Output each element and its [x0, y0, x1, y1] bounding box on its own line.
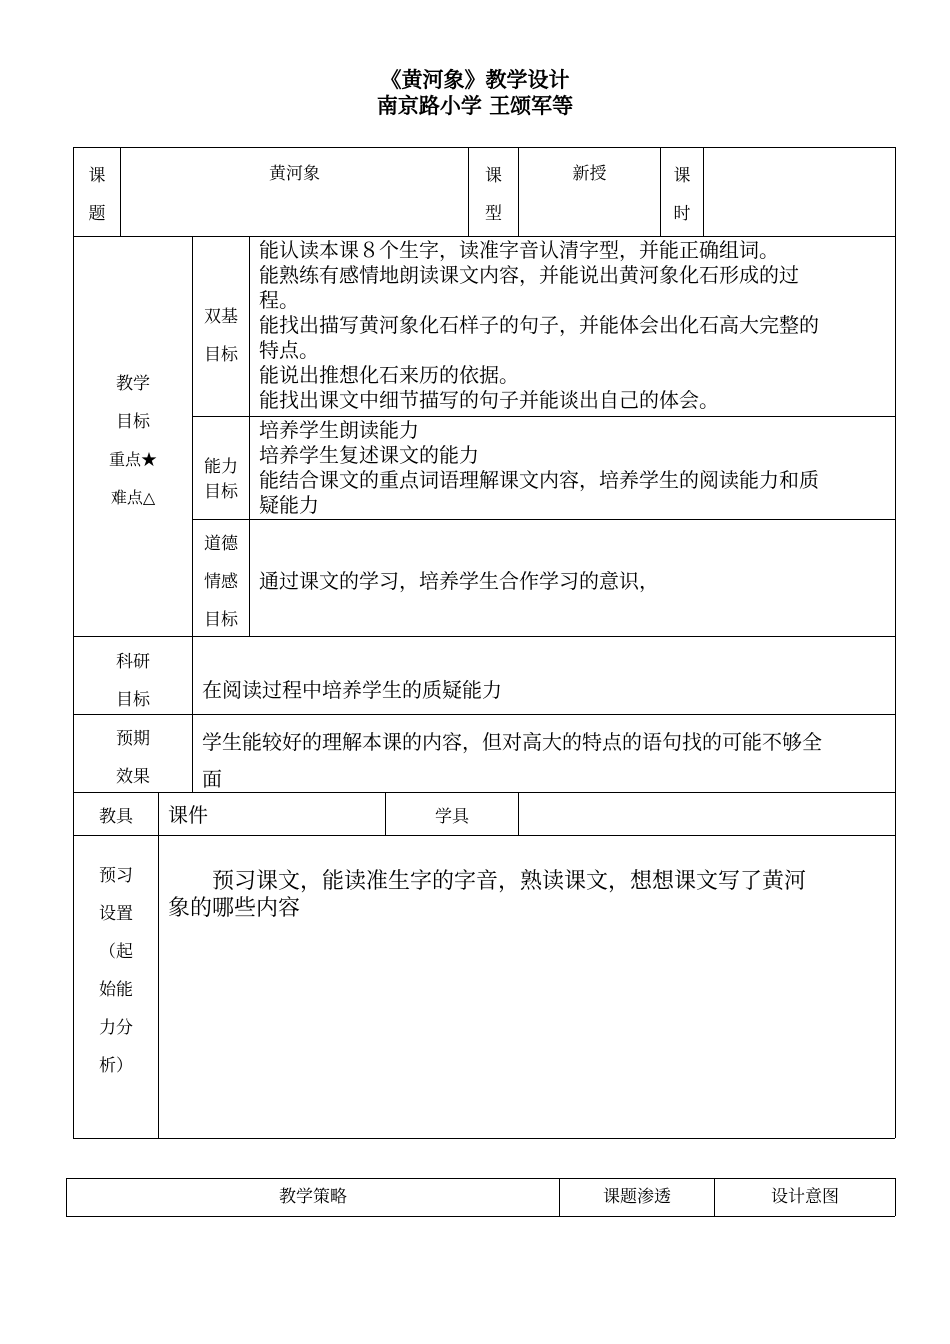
ke-ti-value: 黄河象 — [269, 164, 320, 184]
expected-content: 学生能较好的理解本课的内容，但对高大的特点的语句找的可能不够全 面 — [202, 730, 822, 791]
moral-goals-content: 通过课文的学习，培养学生合作学习的意识， — [259, 569, 659, 593]
moral-goals-label: 道德 情感 目标 — [204, 534, 238, 630]
basic-goals-label: 双基 目标 — [204, 307, 238, 365]
preview-content: 预习课文，能读准生字的字音，熟读课文，想想课文写了黄河 象的哪些内容 — [168, 869, 807, 921]
ke-ti-label: 课 题 — [88, 166, 106, 224]
ke-shi-label: 课 时 — [673, 166, 691, 224]
doc-title: 《黄河象》教学设计 — [380, 68, 570, 92]
difficulty-marker: 难点△ — [110, 488, 156, 507]
ke-xing-value: 新授 — [572, 164, 607, 184]
ke-xing-label: 课 型 — [485, 166, 502, 224]
ability-goals-label: 能力 目标 — [204, 457, 238, 502]
strategy-col-topic: 课题渗透 — [603, 1187, 671, 1207]
teacher-tools-value: 课件 — [168, 803, 208, 827]
strategy-col-intent: 设计意图 — [771, 1187, 839, 1207]
ability-goals-content: 培养学生朗读能力 培养学生复述课文的能力 能结合课文的重点词语理解课文内容，培养学生的阅读能力和质 疑能力 — [259, 418, 819, 517]
preview-label: 预习 设置 （起 始能 力分 析） — [99, 866, 133, 1076]
expected-label: 预期 效果 — [116, 729, 150, 787]
doc-subtitle: 南京路小学 王颂军等 — [376, 94, 574, 118]
key-point-marker: 重点★ — [108, 450, 157, 469]
strategy-col-teaching: 教学策略 — [279, 1187, 347, 1207]
teacher-tools-label: 教具 — [99, 807, 133, 827]
research-label: 科研 目标 — [116, 652, 150, 710]
student-tools-label: 学具 — [435, 807, 469, 827]
teaching-goals-label: 教学 目标 重点★ 难点△ — [74, 365, 192, 517]
basic-goals-content: 能认读本课８个生字，读准字音认清字型，并能正确组词。 能熟练有感情地朗读课文内容，并能说出黄河象化石形成的过 程。 能找出描写黄河象化石样子的句子，并能体会出化石高大完整的 特点。 能说出推想化石来历的依据。 能找出课文中细节描写的句子并能谈出自己的体会。 — [259, 238, 819, 412]
research-content: 在阅读过程中培养学生的质疑能力 — [202, 678, 502, 702]
